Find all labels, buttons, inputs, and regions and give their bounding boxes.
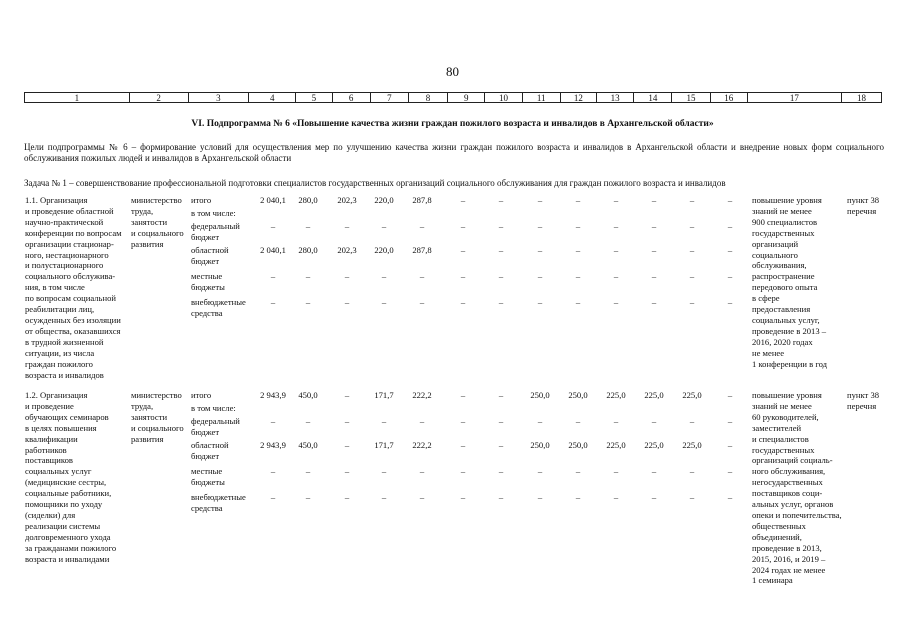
- funding-value: –: [498, 221, 504, 231]
- funding-value: –: [498, 195, 504, 205]
- funding-value: –: [344, 492, 350, 502]
- funding-value: –: [689, 416, 695, 426]
- target-indicator: повышение уровня знаний не менее 900 специалистов государственных организаций социального обслуживания, распространение передового опыта в сфере предоставления социальных услуг, проведение в 2013 – 2016, 2020 годах не менее 1 конференции в год: [752, 195, 828, 369]
- funding-value: –: [344, 271, 350, 281]
- funding-value: 250,0: [530, 390, 550, 400]
- funding-value: –: [344, 440, 350, 450]
- funding-value: 250,0: [530, 440, 550, 450]
- funding-value: –: [305, 221, 311, 231]
- funding-source-label: местные бюджеты: [191, 271, 225, 292]
- column-number-10: 10: [485, 93, 522, 102]
- funding-value: 220,0: [374, 245, 394, 255]
- funding-value: –: [689, 245, 695, 255]
- funding-value: –: [344, 390, 350, 400]
- funding-value: –: [460, 245, 466, 255]
- column-number-9: 9: [448, 93, 485, 102]
- column-number-4: 4: [249, 93, 296, 102]
- funding-value: –: [460, 297, 466, 307]
- funding-value: –: [651, 195, 657, 205]
- funding-value: –: [651, 466, 657, 476]
- funding-value: –: [419, 466, 425, 476]
- funding-value: –: [575, 297, 581, 307]
- funding-value: –: [537, 271, 543, 281]
- funding-value: 202,3: [337, 195, 357, 205]
- funding-source-label: в том числе:: [191, 208, 236, 218]
- funding-value: –: [498, 492, 504, 502]
- column-number-18: 18: [856, 93, 866, 103]
- column-number-14: 14: [634, 93, 672, 102]
- funding-value: –: [689, 271, 695, 281]
- funding-value: –: [537, 416, 543, 426]
- funding-value: –: [381, 271, 387, 281]
- funding-value: –: [460, 221, 466, 231]
- funding-value: –: [344, 466, 350, 476]
- funding-value: 225,0: [606, 440, 626, 450]
- funding-value: –: [613, 221, 619, 231]
- funding-value: 280,0: [298, 195, 318, 205]
- column-number-12: 12: [561, 93, 597, 102]
- funding-value: –: [498, 440, 504, 450]
- funding-value: 2 040,1: [260, 245, 286, 255]
- column-number-8: 8: [409, 93, 448, 102]
- funding-value: –: [613, 297, 619, 307]
- section-title: VI. Подпрограмма № 6 «Повышение качества жизни граждан пожилого возраста и инвалидов в Архангельской области»: [191, 119, 714, 129]
- funding-value: –: [419, 297, 425, 307]
- measure-name: 1.2. Организация и проведение обучающих семинаров в целях повышения квалификации работников поставщиков социальных услуг (медицинские сестры, социальные работники, помощники по уходу (сиделки) для реализации системы долговременного ухода за гражданами пожилого возраста и инвалидами: [25, 390, 117, 564]
- funding-value: –: [460, 271, 466, 281]
- funding-value: –: [498, 416, 504, 426]
- funding-value: –: [305, 297, 311, 307]
- funding-value: 225,0: [606, 390, 626, 400]
- funding-value: 2 040,1: [260, 195, 286, 205]
- funding-value: –: [537, 245, 543, 255]
- funding-value: –: [381, 221, 387, 231]
- funding-value: –: [344, 416, 350, 426]
- subprogram-goals-text: Цели подпрограммы № 6 – формирование условий для осуществления мер по улучшению качества жизни граждан пожилого возраста и инвалидов в Архангельской области и внедрение новых форм социального обслуживания пожилых людей и инвалидов в Архангельской области: [24, 142, 884, 163]
- funding-value: 450,0: [298, 440, 318, 450]
- funding-value: –: [498, 245, 504, 255]
- funding-value: –: [651, 297, 657, 307]
- funding-value: –: [305, 271, 311, 281]
- funding-value: –: [727, 271, 733, 281]
- funding-value: –: [344, 221, 350, 231]
- column-number-11: 11: [523, 93, 561, 102]
- funding-source-label: федеральный бюджет: [191, 221, 240, 242]
- funding-value: –: [460, 390, 466, 400]
- funding-value: –: [651, 271, 657, 281]
- funding-value: –: [381, 297, 387, 307]
- funding-value: –: [575, 416, 581, 426]
- funding-source-label: итого: [191, 195, 212, 205]
- funding-value: –: [727, 440, 733, 450]
- page-number: 80: [446, 64, 459, 79]
- column-number-1: 1: [25, 93, 130, 102]
- measure-executor: министерство труда, занятости и социального развития: [131, 390, 184, 444]
- funding-value: 225,0: [644, 390, 664, 400]
- funding-value: –: [537, 195, 543, 205]
- funding-value: –: [305, 492, 311, 502]
- funding-value: –: [381, 416, 387, 426]
- column-number-6: 6: [333, 93, 371, 102]
- funding-value: 2 943,9: [260, 390, 286, 400]
- column-number-17: 17: [748, 93, 842, 102]
- task-1-text: Задача № 1 – совершенствование профессиональной подготовки специалистов государственных организаций социального обслуживания для граждан пожилого возраста и инвалидов: [24, 178, 726, 188]
- measure-executor: министерство труда, занятости и социального развития: [131, 195, 184, 249]
- funding-value: –: [498, 466, 504, 476]
- funding-value: –: [419, 221, 425, 231]
- funding-value: –: [575, 492, 581, 502]
- funding-value: –: [270, 271, 276, 281]
- funding-value: –: [498, 271, 504, 281]
- funding-value: 225,0: [644, 440, 664, 450]
- funding-value: –: [689, 221, 695, 231]
- column-number-5: 5: [296, 93, 332, 102]
- funding-value: 225,0: [682, 440, 702, 450]
- funding-value: –: [651, 492, 657, 502]
- funding-value: –: [270, 492, 276, 502]
- funding-value: –: [537, 466, 543, 476]
- funding-value: –: [689, 195, 695, 205]
- funding-value: –: [305, 466, 311, 476]
- funding-value: –: [689, 466, 695, 476]
- funding-value: –: [381, 466, 387, 476]
- funding-value: –: [419, 416, 425, 426]
- funding-value: 171,7: [374, 390, 394, 400]
- funding-value: –: [727, 416, 733, 426]
- funding-value: 202,3: [337, 245, 357, 255]
- funding-value: –: [305, 416, 311, 426]
- funding-value: –: [613, 466, 619, 476]
- funding-value: –: [575, 271, 581, 281]
- column-number-16: 16: [711, 93, 748, 102]
- funding-source-label: в том числе:: [191, 403, 236, 413]
- funding-source-label: местные бюджеты: [191, 466, 225, 487]
- funding-value: –: [270, 221, 276, 231]
- funding-value: –: [575, 466, 581, 476]
- funding-source-label: областной бюджет: [191, 245, 229, 266]
- funding-value: –: [575, 195, 581, 205]
- column-number-13: 13: [597, 93, 634, 102]
- funding-value: –: [344, 297, 350, 307]
- funding-value: –: [270, 416, 276, 426]
- funding-value: 225,0: [682, 390, 702, 400]
- funding-value: –: [498, 390, 504, 400]
- funding-value: –: [727, 297, 733, 307]
- funding-value: 287,8: [412, 195, 432, 205]
- column-number-3: 3: [189, 93, 250, 102]
- funding-value: –: [613, 492, 619, 502]
- funding-value: –: [381, 492, 387, 502]
- funding-value: –: [419, 271, 425, 281]
- measure-name: 1.1. Организация и проведение областной научно-практической конференции по вопросам организации стационар- ного, нестационарного и полустационарного социального обслужива- ния, в том числе по вопросам социальной реабилитации лиц, осужденных без изоляции от общества, оказавшихся в трудной жизненной ситуации, из числа граждан пожилого возраста и инвалидов: [25, 195, 122, 380]
- funding-source-label: федеральный бюджет: [191, 416, 240, 437]
- funding-value: –: [727, 466, 733, 476]
- funding-value: –: [537, 297, 543, 307]
- funding-value: 250,0: [568, 440, 588, 450]
- funding-value: –: [689, 297, 695, 307]
- funding-value: –: [689, 492, 695, 502]
- funding-source-label: внебюджетные средства: [191, 297, 246, 318]
- funding-value: –: [727, 221, 733, 231]
- funding-value: –: [727, 195, 733, 205]
- funding-value: –: [727, 245, 733, 255]
- funding-value: –: [537, 492, 543, 502]
- funding-value: 250,0: [568, 390, 588, 400]
- funding-value: –: [460, 195, 466, 205]
- funding-value: 450,0: [298, 390, 318, 400]
- column-number-7: 7: [371, 93, 409, 102]
- list-reference: пункт 38 перечня: [847, 195, 880, 216]
- funding-value: –: [651, 416, 657, 426]
- list-reference: пункт 38 перечня: [847, 390, 880, 411]
- funding-value: –: [575, 221, 581, 231]
- column-number-15: 15: [672, 93, 710, 102]
- funding-value: –: [727, 390, 733, 400]
- funding-value: –: [537, 221, 543, 231]
- column-number-header: [24, 92, 882, 103]
- funding-value: 222,2: [412, 390, 432, 400]
- funding-value: 287,8: [412, 245, 432, 255]
- funding-value: –: [460, 440, 466, 450]
- funding-value: –: [460, 492, 466, 502]
- funding-value: –: [613, 195, 619, 205]
- funding-value: 222,2: [412, 440, 432, 450]
- funding-value: –: [460, 416, 466, 426]
- funding-source-label: внебюджетные средства: [191, 492, 246, 513]
- funding-value: –: [498, 297, 504, 307]
- funding-value: –: [651, 221, 657, 231]
- funding-value: –: [419, 492, 425, 502]
- funding-value: –: [270, 297, 276, 307]
- funding-value: –: [613, 245, 619, 255]
- target-indicator: повышение уровня знаний не менее 60 руководителей, заместителей и специалистов государственных организаций социаль- ного обслуживания, негосударственных поставщиков соци- альных услуг, органов опеки и попечительства, общественных объединений, проведение в 2013, 2015, 2016, и 2019 – 2024 годах не менее 1 семинара: [752, 390, 842, 586]
- funding-value: –: [460, 466, 466, 476]
- funding-value: –: [613, 271, 619, 281]
- funding-value: 171,7: [374, 440, 394, 450]
- column-number-2: 2: [130, 93, 189, 102]
- funding-source-label: областной бюджет: [191, 440, 229, 461]
- funding-value: 220,0: [374, 195, 394, 205]
- funding-source-label: итого: [191, 390, 212, 400]
- funding-value: 2 943,9: [260, 440, 286, 450]
- funding-value: –: [575, 245, 581, 255]
- funding-value: –: [651, 245, 657, 255]
- funding-value: –: [613, 416, 619, 426]
- funding-value: 280,0: [298, 245, 318, 255]
- funding-value: –: [727, 492, 733, 502]
- funding-value: –: [270, 466, 276, 476]
